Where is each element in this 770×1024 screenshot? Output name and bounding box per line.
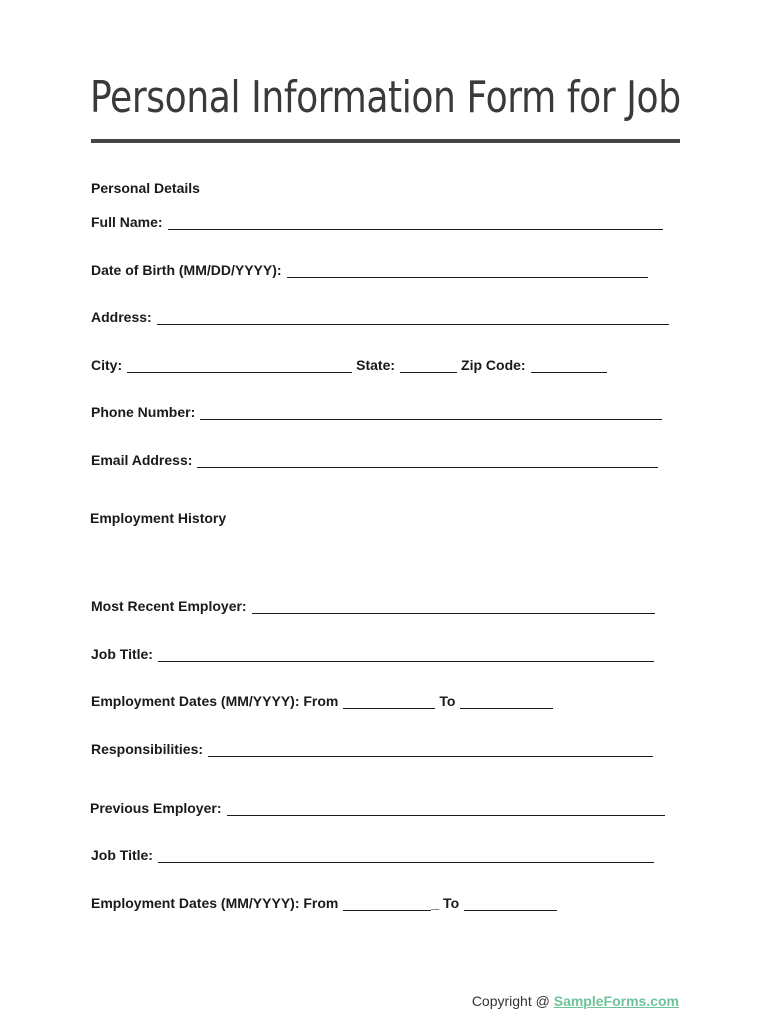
address-row (91, 307, 673, 325)
state-label: State: (356, 357, 396, 373)
job-title-field-2[interactable] (158, 849, 654, 863)
address-label: Address: (91, 309, 152, 325)
city-field[interactable] (127, 359, 352, 373)
city-state-zip-row (91, 355, 611, 373)
job-title-field-1[interactable] (158, 648, 654, 662)
title-divider (91, 139, 680, 143)
phone-row (91, 402, 666, 420)
recent-employer-row (91, 596, 659, 614)
dob-row (91, 260, 652, 278)
recent-employer-field[interactable] (252, 600, 655, 614)
employment-dates-label-1: Employment Dates (MM/YYYY): From (91, 693, 339, 709)
employment-dates-label-2: Employment Dates (MM/YYYY): From (91, 895, 339, 911)
responsibilities-row (91, 739, 657, 757)
dob-label: Date of Birth (MM/DD/YYYY): (91, 262, 282, 278)
from-date-field-1[interactable] (343, 695, 435, 709)
responsibilities-field[interactable] (208, 743, 653, 757)
zip-label: Zip Code: (461, 357, 526, 373)
previous-employer-label: Previous Employer: (90, 800, 222, 816)
phone-field[interactable] (200, 406, 662, 420)
email-row (91, 450, 662, 468)
phone-label: Phone Number: (91, 404, 196, 420)
from-date-field-2[interactable] (343, 897, 431, 911)
job-title-label-1: Job Title: (91, 646, 153, 662)
dob-field[interactable] (287, 264, 648, 278)
job-title-row-2 (91, 845, 658, 863)
previous-employer-field[interactable] (227, 802, 665, 816)
to-date-field-2[interactable] (464, 897, 557, 911)
email-label: Email Address: (91, 452, 193, 468)
to-date-field-1[interactable] (460, 695, 553, 709)
job-title-label-2: Job Title: (91, 847, 153, 863)
email-field[interactable] (197, 454, 658, 468)
recent-employer-label: Most Recent Employer: (91, 598, 247, 614)
full-name-field[interactable] (168, 216, 663, 230)
full-name-label: Full Name: (91, 214, 163, 230)
full-name-row (91, 212, 667, 230)
job-title-row-1 (91, 644, 658, 662)
to-label-2: _ To (431, 895, 460, 911)
form-title: Personal Information Form for Job (90, 72, 681, 123)
section-personal-details: Personal Details (91, 180, 200, 196)
zip-field[interactable] (531, 359, 607, 373)
section-employment-history: Employment History (90, 510, 227, 526)
employment-dates-row-1 (91, 691, 557, 709)
to-label-1: To (439, 693, 456, 709)
brand-link[interactable]: SampleForms.com (553, 993, 679, 1009)
state-field[interactable] (400, 359, 457, 373)
city-label: City: (91, 357, 123, 373)
responsibilities-label: Responsibilities: (91, 741, 204, 757)
previous-employer-row (90, 798, 669, 816)
address-field[interactable] (157, 311, 669, 325)
copyright-text: Copyright @ (471, 993, 554, 1009)
employment-dates-row-2 (91, 893, 561, 911)
copyright-footer (472, 993, 679, 1009)
